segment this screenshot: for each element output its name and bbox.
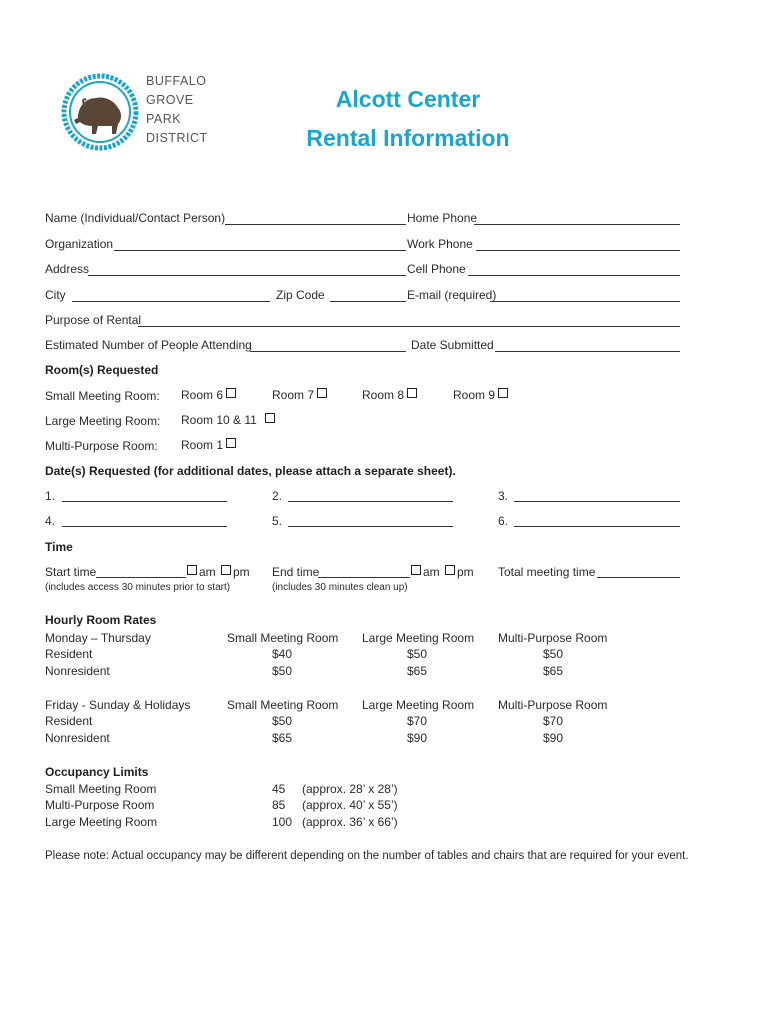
occupancy-heading: Occupancy Limits	[45, 765, 149, 779]
start-am-label: am	[199, 565, 216, 579]
start-am-checkbox[interactable]	[187, 565, 197, 575]
end-am-checkbox[interactable]	[411, 565, 421, 575]
date-3-field[interactable]	[514, 501, 680, 502]
date-submitted-field[interactable]	[495, 351, 680, 352]
room-10-11-label: Room 10 & 11	[181, 413, 257, 427]
small-room-label: Small Meeting Room:	[45, 389, 160, 403]
city-field[interactable]	[72, 301, 270, 302]
room-6-label: Room 6	[181, 388, 224, 402]
start-time-field[interactable]	[96, 577, 186, 578]
attending-field[interactable]	[250, 351, 406, 352]
date-number: 5.	[272, 514, 283, 528]
page-title: Alcott Center	[335, 86, 481, 112]
address-field[interactable]	[88, 275, 406, 276]
date-2-field[interactable]	[288, 501, 453, 502]
date-1-field[interactable]	[62, 501, 227, 502]
page-subtitle: Rental Information	[306, 125, 510, 151]
occupancy-limit: 45	[272, 782, 286, 796]
occupancy-size: (approx. 36’ x 66’)	[302, 815, 398, 829]
room-8-checkbox[interactable]	[407, 388, 417, 398]
rates-column-header: Small Meeting Room	[227, 698, 339, 712]
home-phone-label: Home Phone	[407, 211, 478, 225]
address-label: Address	[45, 262, 90, 276]
end-time-field[interactable]	[318, 577, 410, 578]
date-number: 6.	[498, 514, 509, 528]
occupancy-note: Please note: Actual occupancy may be different depending on the number of tables and chairs that are required for your event.	[45, 850, 689, 862]
date-4-field[interactable]	[62, 526, 227, 527]
name-label: Name (Individual/Contact Person)	[45, 211, 226, 225]
rates-column-header: Multi-Purpose Room	[498, 698, 608, 712]
email-label: E-mail (required)	[407, 288, 497, 302]
date-number: 1.	[45, 489, 56, 503]
occupancy-limit: 100	[272, 815, 293, 829]
rate-value: $50	[407, 647, 428, 661]
organization-label: Organization	[45, 237, 114, 251]
logo-line: DISTRICT	[146, 131, 208, 145]
room-6-checkbox[interactable]	[226, 388, 236, 398]
buffalo-icon	[58, 70, 142, 154]
room-10-11-checkbox[interactable]	[265, 413, 275, 423]
rate-value: $70	[543, 714, 564, 728]
start-pm-checkbox[interactable]	[221, 565, 231, 575]
rates-column-header: Large Meeting Room	[362, 698, 475, 712]
start-time-label: Start time	[45, 565, 97, 579]
rate-value: $70	[407, 714, 428, 728]
date-5-field[interactable]	[288, 526, 453, 527]
date-6-field[interactable]	[514, 526, 680, 527]
rates-row-label: Resident	[45, 647, 93, 661]
room-9-checkbox[interactable]	[498, 388, 508, 398]
rate-value: $65	[407, 664, 428, 678]
room-7-label: Room 7	[272, 388, 315, 402]
room-1-checkbox[interactable]	[226, 438, 236, 448]
purpose-label: Purpose of Rental	[45, 313, 142, 327]
zip-field[interactable]	[330, 301, 406, 302]
rate-value: $40	[272, 647, 293, 661]
purpose-field[interactable]	[138, 326, 680, 327]
end-pm-label: pm	[457, 565, 474, 579]
dates-heading: Date(s) Requested (for additional dates, please attach a separate sheet).	[45, 464, 456, 478]
rates-group-label: Monday – Thursday	[45, 631, 151, 645]
rate-value: $90	[407, 731, 428, 745]
start-pm-label: pm	[233, 565, 250, 579]
attending-label: Estimated Number of People Attending	[45, 338, 252, 352]
logo-line: BUFFALO	[146, 74, 207, 88]
logo-line: GROVE	[146, 93, 194, 107]
multi-room-label: Multi-Purpose Room:	[45, 439, 158, 453]
rate-value: $90	[543, 731, 564, 745]
logo-line: PARK	[146, 112, 182, 126]
occupancy-room: Multi-Purpose Room	[45, 798, 155, 812]
end-am-label: am	[423, 565, 440, 579]
end-time-label: End time	[272, 565, 320, 579]
end-pm-checkbox[interactable]	[445, 565, 455, 575]
rates-heading: Hourly Room Rates	[45, 613, 157, 627]
zip-label: Zip Code	[276, 288, 325, 302]
rate-value: $65	[272, 731, 293, 745]
cell-phone-field[interactable]	[468, 275, 680, 276]
work-phone-label: Work Phone	[407, 237, 473, 251]
date-number: 4.	[45, 514, 56, 528]
date-number: 3.	[498, 489, 509, 503]
occupancy-room: Small Meeting Room	[45, 782, 157, 796]
rates-column-header: Large Meeting Room	[362, 631, 475, 645]
cell-phone-label: Cell Phone	[407, 262, 466, 276]
rate-value: $65	[543, 664, 564, 678]
date-submitted-label: Date Submitted	[411, 338, 494, 352]
work-phone-field[interactable]	[476, 250, 680, 251]
total-time-label: Total meeting time	[498, 565, 596, 579]
rate-value: $50	[272, 714, 293, 728]
room-8-label: Room 8	[362, 388, 405, 402]
rates-column-header: Multi-Purpose Room	[498, 631, 608, 645]
room-7-checkbox[interactable]	[317, 388, 327, 398]
end-time-note: (includes 30 minutes clean up)	[272, 582, 408, 593]
rooms-heading: Room(s) Requested	[45, 363, 159, 377]
date-number: 2.	[272, 489, 283, 503]
city-label: City	[45, 288, 66, 302]
rate-value: $50	[543, 647, 564, 661]
rates-row-label: Nonresident	[45, 731, 110, 745]
rates-group-label: Friday - Sunday & Holidays	[45, 698, 191, 712]
rates-row-label: Resident	[45, 714, 93, 728]
occupancy-limit: 85	[272, 798, 286, 812]
rate-value: $50	[272, 664, 293, 678]
logo	[58, 68, 218, 158]
name-field[interactable]	[225, 224, 406, 225]
total-time-field[interactable]	[597, 577, 680, 578]
room-1-label: Room 1	[181, 438, 224, 452]
large-room-label: Large Meeting Room:	[45, 414, 161, 428]
occupancy-size: (approx. 40’ x 55’)	[302, 798, 398, 812]
email-field[interactable]	[490, 301, 680, 302]
room-9-label: Room 9	[453, 388, 496, 402]
occupancy-room: Large Meeting Room	[45, 815, 158, 829]
occupancy-size: (approx. 28’ x 28’)	[302, 782, 398, 796]
start-time-note: (includes access 30 minutes prior to start)	[45, 582, 231, 593]
rates-column-header: Small Meeting Room	[227, 631, 339, 645]
home-phone-field[interactable]	[474, 224, 680, 225]
rates-row-label: Nonresident	[45, 664, 110, 678]
time-heading: Time	[45, 540, 73, 554]
organization-field[interactable]	[114, 250, 406, 251]
